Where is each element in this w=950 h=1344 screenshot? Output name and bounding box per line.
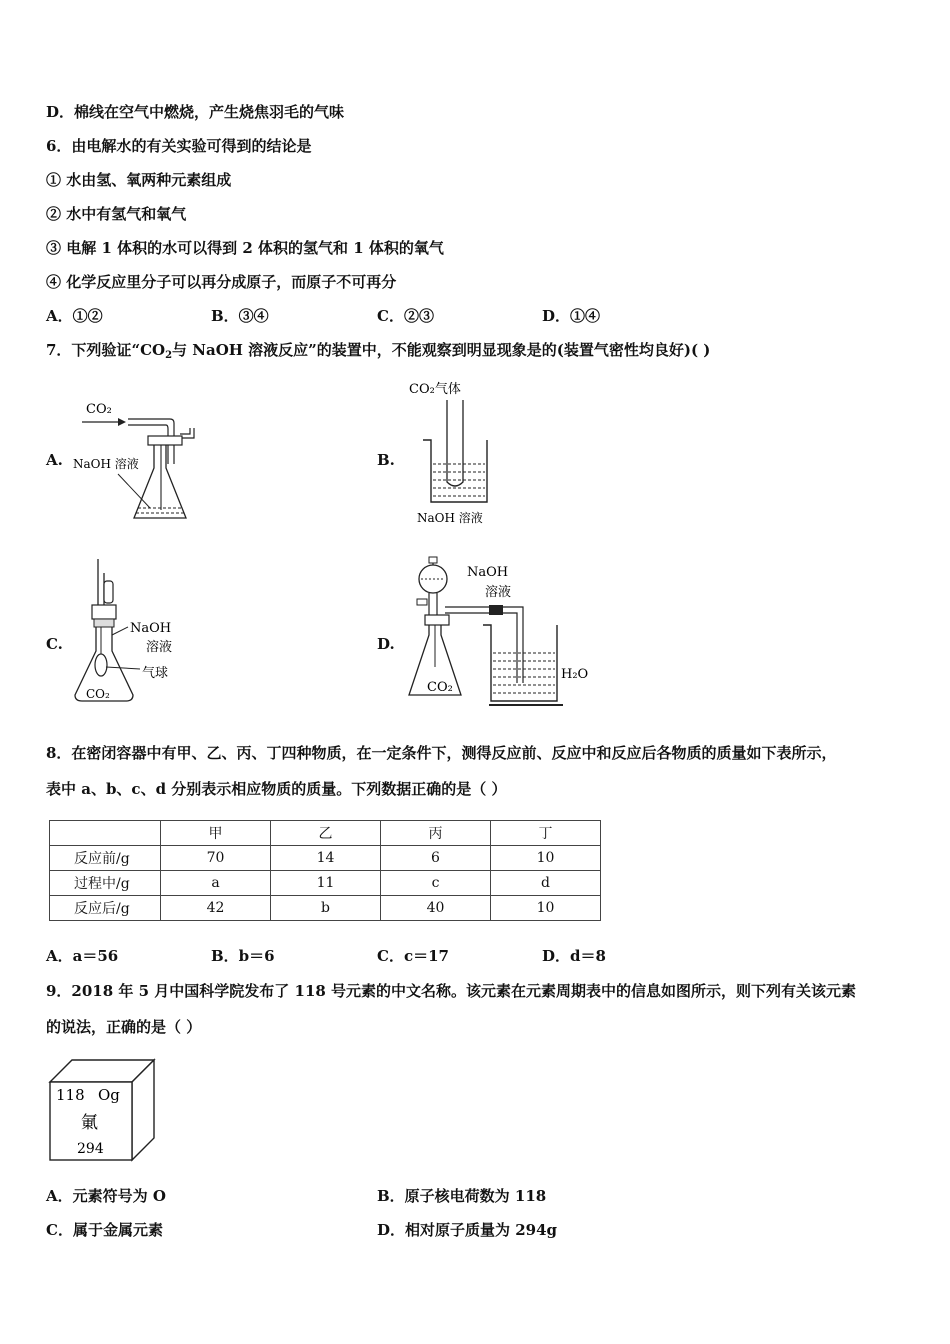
fig-c-balloon xyxy=(95,654,107,676)
q7-figure-c xyxy=(70,555,200,710)
table-cell: 6 xyxy=(381,846,491,871)
q8-stem-line-2: 表中 a、b、c、d 分别表示相应物质的质量。下列数据正确的是（ ） xyxy=(46,780,507,798)
q6-item-2: ② 水中有氢气和氧气 xyxy=(46,205,187,223)
fig-b-beaker xyxy=(423,440,487,502)
element-symbol: Og xyxy=(98,1086,120,1104)
table-header-cell: 丁 xyxy=(491,821,601,846)
q6-stem: 6．由电解水的有关实验可得到的结论是 xyxy=(46,137,312,155)
element-mass: 294 xyxy=(77,1141,104,1157)
q8-option-d[interactable]: D．d＝8 xyxy=(542,947,606,965)
table-cell: 14 xyxy=(271,846,381,871)
table-cell: 10 xyxy=(491,846,601,871)
q7-option-c-label[interactable]: C. xyxy=(46,635,63,653)
fig-d-delivery-tube xyxy=(445,607,523,683)
q7-option-a-label[interactable]: A. xyxy=(46,451,63,469)
fig-a-arrowhead xyxy=(118,418,126,426)
table-row-label: 反应后/g xyxy=(50,896,161,921)
q9-element-cell xyxy=(48,1056,160,1164)
q9-option-d[interactable]: D．相对原子质量为 294g xyxy=(377,1221,558,1239)
table-cell: d xyxy=(491,871,601,896)
table-row xyxy=(50,846,601,871)
q6-item-1: ① 水由氢、氧两种元素组成 xyxy=(46,171,232,189)
fig-a-flask xyxy=(134,445,186,518)
table-cell: b xyxy=(271,896,381,921)
fig-a-stopper xyxy=(148,436,182,445)
fig-c-balloon-label: 气球 xyxy=(142,666,169,681)
table-row-label: 反应前/g xyxy=(50,846,161,871)
table-row-label: 过程中/g xyxy=(50,871,161,896)
fig-a-gas-label: CO₂ xyxy=(86,402,112,417)
table-header-row xyxy=(50,821,601,846)
table-cell: 40 xyxy=(381,896,491,921)
element-name: 氭 xyxy=(81,1113,98,1133)
fig-d-stopper xyxy=(425,615,449,625)
q6-item-4: ④ 化学反应里分子可以再分成原子，而原子不可再分 xyxy=(46,273,397,291)
table-cell: 11 xyxy=(271,871,381,896)
q8-option-a[interactable]: A．a＝56 xyxy=(46,947,119,965)
fig-d-water-label: H₂O xyxy=(561,667,589,682)
q8-mass-table xyxy=(49,820,601,921)
q9-option-a[interactable]: A．元素符号为 O xyxy=(46,1187,166,1205)
table-row xyxy=(50,871,601,896)
fig-b-solution-label: NaOH 溶液 xyxy=(417,511,483,525)
q8-stem-line-1: 8．在密闭容器中有甲、乙、丙、丁四种物质，在一定条件下，测得反应前、反应中和反应后各物质的质量如下表所示， xyxy=(46,744,837,762)
fig-a-outlet-tube xyxy=(180,428,190,434)
table-cell: 42 xyxy=(161,896,271,921)
fig-c-stopper xyxy=(92,605,116,619)
fig-d-beaker xyxy=(483,625,557,701)
q8-option-c[interactable]: C．c＝17 xyxy=(377,947,449,965)
q7-option-b-label[interactable]: B. xyxy=(377,451,395,469)
fig-c-solution-label-2: 溶液 xyxy=(146,640,173,655)
table-header-cell: 丙 xyxy=(381,821,491,846)
fig-a-solution-label: NaOH 溶液 xyxy=(73,457,139,471)
table-cell: a xyxy=(161,871,271,896)
table-cell: 10 xyxy=(491,896,601,921)
q5-option-d: D．棉线在空气中燃烧，产生烧焦羽毛的气味 xyxy=(46,103,345,121)
q9-option-c[interactable]: C．属于金属元素 xyxy=(46,1221,163,1239)
q7-figure-b xyxy=(405,372,510,532)
q8-option-b[interactable]: B．b＝6 xyxy=(211,947,275,965)
table-cell: c xyxy=(381,871,491,896)
fig-d-solution-label-1: NaOH xyxy=(467,565,509,580)
q7-figure-a xyxy=(70,392,200,527)
element-number: 118 xyxy=(56,1086,85,1104)
q7-figure-d xyxy=(405,555,589,715)
q9-stem-line-2: 的说法，正确的是（ ） xyxy=(46,1018,202,1036)
q6-option-d[interactable]: D．①④ xyxy=(542,307,601,325)
fig-d-gas-label: CO₂ xyxy=(427,680,453,695)
table-header-cell: 乙 xyxy=(271,821,381,846)
table-cell: 70 xyxy=(161,846,271,871)
q6-item-3: ③ 电解 1 体积的水可以得到 2 体积的氢气和 1 体积的氧气 xyxy=(46,239,444,257)
q9-stem-line-1: 9．2018 年 5 月中国科学院发布了 118 号元素的中文名称。该元素在元素周期表中的信息如图所示，则下列有关该元素 xyxy=(46,982,857,1000)
table-header-cell xyxy=(50,821,161,846)
table-row xyxy=(50,896,601,921)
q9-option-b[interactable]: B．原子核电荷数为 118 xyxy=(377,1187,547,1205)
q6-option-a[interactable]: A．①② xyxy=(46,307,103,325)
fig-b-test-tube xyxy=(447,400,463,486)
fig-c-gas-label: CO₂ xyxy=(86,687,110,701)
q7-option-d-label[interactable]: D. xyxy=(377,635,395,653)
fig-d-solution-label-2: 溶液 xyxy=(485,585,512,600)
q6-option-c[interactable]: C．②③ xyxy=(377,307,434,325)
fig-b-gas-label: CO₂气体 xyxy=(409,382,461,397)
table-header-cell: 甲 xyxy=(161,821,271,846)
q7-stem: 7．下列验证“$CO_2$与 NaOH 溶液反应”的装置中，不能观察到明显现象是的(装置气密性均良好)( ) xyxy=(46,341,711,361)
q6-option-b[interactable]: B．③④ xyxy=(211,307,269,325)
fig-c-solution-label-1: NaOH xyxy=(130,621,172,636)
